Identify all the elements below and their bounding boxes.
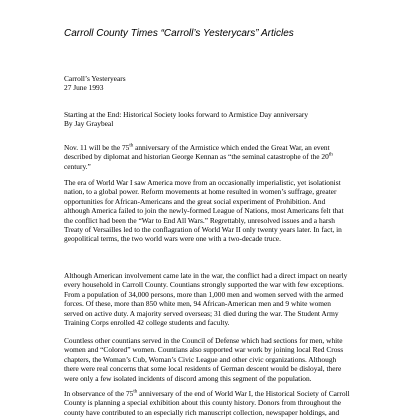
- paragraph-line: described by diplomat and historian George Kennan as “the seminal catastrophe of the 20th: [64, 152, 333, 162]
- paragraph-line: chapters, the Woman’s Cub, Woman’s Civic League and other civic organizations. Although: [64, 354, 337, 364]
- paragraph-line: From a population of 34,000 persons, more than 1,000 men and women served with the armed: [64, 289, 344, 299]
- article-header: [64, 74, 346, 93]
- paragraph-line: geopolitical terms, the two world wars were one with a two-decade truce.: [64, 234, 281, 244]
- paragraph-line: Nov. 11 will be the 75th anniversary of the Armistice which ended the Great War, an event: [64, 143, 330, 152]
- paragraph-line: forces. Of these, more than 850 white men, 94 African-American men and 9 white women: [64, 299, 332, 309]
- paragraph-line: In observance of the 75th anniversary of the end of World War I, the Historical Society of Carroll: [64, 389, 350, 398]
- article-date: 27 June 1993: [64, 83, 104, 93]
- paragraph-line: nation, to a global power. Reform movements at home resulted in women’s suffrage, greater: [64, 187, 337, 197]
- paragraph-line: century.”: [64, 161, 91, 171]
- paragraph-line: county have contributed to an especially rich manuscript collection, newspaper holdings, and: [64, 407, 340, 417]
- paragraph-line: every household in Carroll County. Countians strongly supported the war with few exceptions.: [64, 280, 344, 290]
- paragraph-line: the conflict had been the “War to End All Wars.” Regrettably, unresolved issues and a harsh: [64, 215, 335, 225]
- series-title: Carroll County Times “Carroll’s Yesterycars” Articles: [64, 28, 294, 39]
- article-author: By Jay Graybeal: [64, 119, 114, 129]
- paragraph-line: there were real concerns that some local residents of German descent would be disloyal, there: [64, 364, 342, 374]
- paragraph-3: [64, 271, 346, 327]
- paragraph-line: Training Corps enrolled 42 college students and faculty.: [64, 318, 230, 328]
- article-headline: Starting at the End: Historical Society looks forward to Armistice Day anniversary: [64, 110, 309, 119]
- paragraph-line: opportunities for African-Americans and the great social experiment of Prohibition. And: [64, 196, 326, 206]
- paragraph-line: Countless other countians served in the Council of Defense which had sections for men, white: [64, 336, 343, 345]
- paragraph-2: [64, 178, 346, 244]
- paragraph-line: County is planning a special exhibition about this county history. Donors from throughout the: [64, 398, 342, 408]
- article-byline: [64, 110, 346, 129]
- paragraph-5: [64, 389, 350, 417]
- paragraph-line: served on active duty. A majority served overseas; 31 died during the war. The Student Army: [64, 308, 339, 318]
- paragraph-4: [64, 336, 346, 383]
- paragraph-line: were only a few isolated incidents of discord among this segment of the population.: [64, 373, 312, 383]
- paragraph-line: Treaty of Versailles led to the conflagration of World War II only twenty years later. In fact, in: [64, 225, 342, 235]
- column-name: Carroll’s Yesteryears: [64, 74, 126, 83]
- paragraph-line: Although American involvement came late in the war, the conflict had a direct impact on nearly: [64, 271, 348, 280]
- paragraph-1: [64, 143, 346, 171]
- paragraph-line: although America failed to join the newly-formed League of Nations, most Americans felt that: [64, 206, 344, 216]
- paragraph-line: women and “Colored” women. Countians also supported war work by joining local Red Cross: [64, 345, 344, 355]
- paragraph-line: The era of World War I saw America move from an occasionally imperialistic, yet isolationist: [64, 178, 341, 187]
